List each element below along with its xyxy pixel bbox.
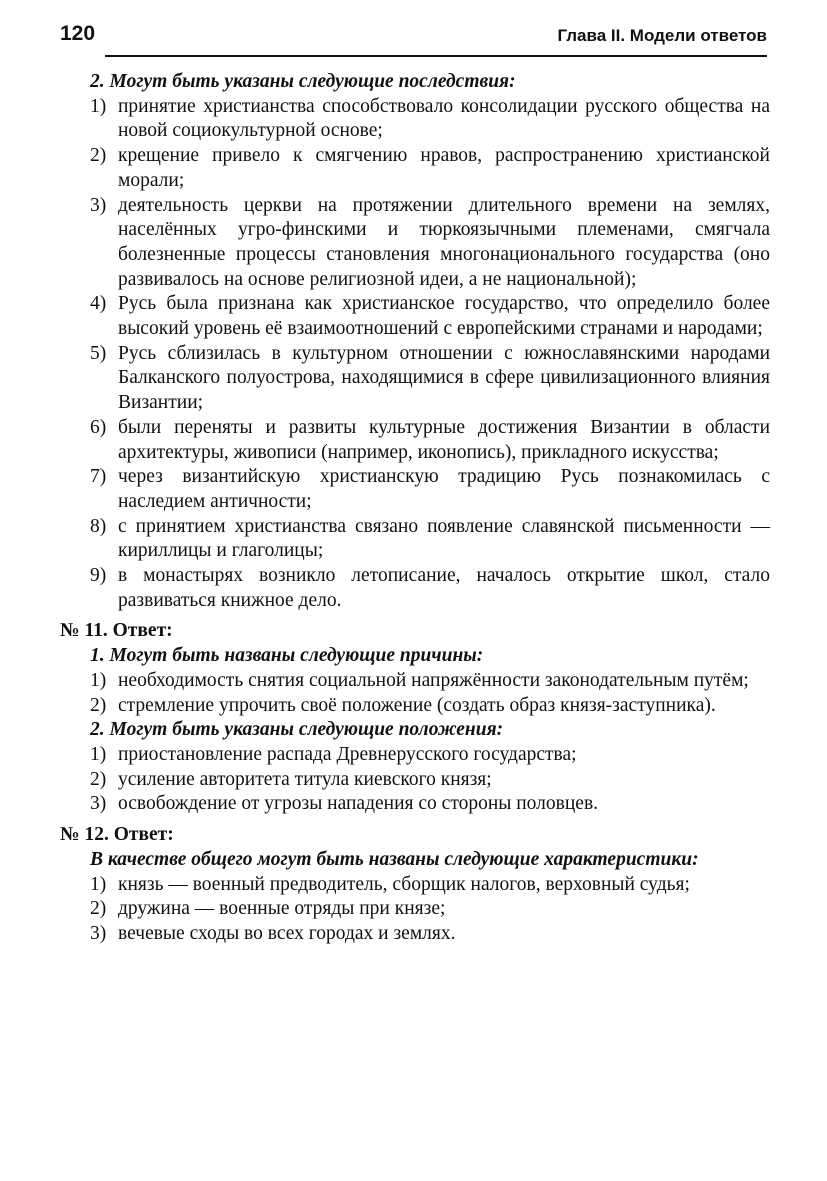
chapter-title: Глава II. Модели ответов	[557, 26, 767, 45]
answer-12-heading: № 12. Ответ:	[60, 824, 174, 846]
list-item	[60, 416, 770, 465]
item-text: были переняты и развиты культурные достижения Византии в области архитектуры, живописи (например, иконопись), прикладного искусства;	[118, 416, 770, 463]
list-item	[60, 515, 770, 564]
causes-list	[60, 669, 770, 718]
list-item	[60, 768, 770, 793]
item-number: 3)	[90, 922, 107, 944]
item-text: вечевые сходы во всех городах и землях.	[118, 922, 456, 944]
item-number: 1)	[90, 743, 107, 765]
item-number: 4)	[90, 293, 107, 315]
causes-heading: 1. Могут быть названы следующие причины:	[90, 645, 484, 667]
list-item	[60, 95, 770, 144]
answer-11-heading: № 11. Ответ:	[60, 620, 173, 642]
item-number: 1)	[90, 669, 107, 691]
list-item	[60, 465, 770, 514]
list-item	[60, 669, 770, 694]
list-item	[60, 743, 770, 768]
list-item	[60, 144, 770, 193]
list-item	[60, 792, 770, 817]
item-text: усиление авторитета титула киевского князя;	[118, 768, 492, 790]
item-text: дружина — военные отряды при князе;	[118, 898, 446, 920]
list-item	[60, 694, 770, 719]
item-text: через византийскую христианскую традицию Русь познакомилась с наследием античности;	[118, 466, 770, 512]
item-number: 8)	[90, 515, 107, 537]
list-item	[60, 292, 770, 341]
item-text: Русь была признана как христианское государство, что определило более высокий уровень её взаимоотношений с европейскими странами и народами;	[118, 293, 770, 340]
item-number: 6)	[90, 416, 107, 438]
characteristics-list	[60, 873, 770, 947]
item-text: князь — военный предводитель, сборщик налогов, верховный судья;	[118, 873, 690, 895]
item-number: 1)	[90, 95, 107, 117]
list-item	[60, 564, 770, 613]
item-text: крещение привело к смягчению нравов, распространению христианской морали;	[118, 145, 770, 191]
item-number: 3)	[90, 194, 107, 216]
item-text: необходимость снятия социальной напряжённости законодательным путём;	[118, 669, 749, 691]
item-number: 9)	[90, 565, 107, 587]
item-number: 2)	[90, 898, 107, 920]
item-text: приостановление распада Древнерусского государства;	[118, 743, 577, 765]
item-number: 2)	[90, 145, 107, 167]
item-text: принятие христианства способствовало консолидации русского общества на новой социокультурной основе;	[118, 95, 770, 142]
provisions-list	[60, 743, 770, 817]
item-text: освобождение от угрозы нападения со стороны половцев.	[118, 793, 599, 815]
item-text: в монастырях возникло летописание, началось открытие школ, стало развиваться книжное дело.	[118, 565, 770, 611]
list-item	[60, 194, 770, 293]
list-item	[60, 922, 770, 947]
item-text: с принятием христианства связано появление славянской письменности — кириллицы и глаголицы;	[118, 515, 770, 562]
header-divider	[105, 55, 767, 57]
item-number: 7)	[90, 466, 107, 488]
item-number: 3)	[90, 793, 107, 815]
list-item	[60, 897, 770, 922]
item-text: стремление упрочить своё положение (создать образ князя-заступника).	[118, 694, 716, 716]
item-number: 2)	[90, 768, 107, 790]
item-number: 2)	[90, 694, 107, 716]
list-item	[60, 873, 770, 898]
item-text: деятельность церкви на протяжении длительного времени на землях, населённых угро-финскими и тюркоязычными племенами, смягчала болезненные процессы становления многонационального государства (оно развивалось на основе религиозной идеи, а не национальной);	[118, 194, 770, 290]
page-number: 120	[60, 22, 96, 45]
provisions-heading: 2. Могут быть указаны следующие положения:	[90, 719, 504, 741]
consequences-heading: 2. Могут быть указаны следующие последствия:	[90, 71, 516, 92]
characteristics-heading: В качестве общего могут быть названы следующие характеристики:	[90, 848, 699, 870]
list-item	[60, 342, 770, 416]
consequences-list	[60, 95, 770, 614]
page-content	[60, 70, 770, 947]
item-text: Русь сблизилась в культурном отношении с южнославянскими народами Балканского полуострова, находящимися в сфере цивилизационного влияния Византии;	[118, 342, 770, 414]
item-number: 1)	[90, 873, 107, 895]
item-number: 5)	[90, 342, 107, 364]
